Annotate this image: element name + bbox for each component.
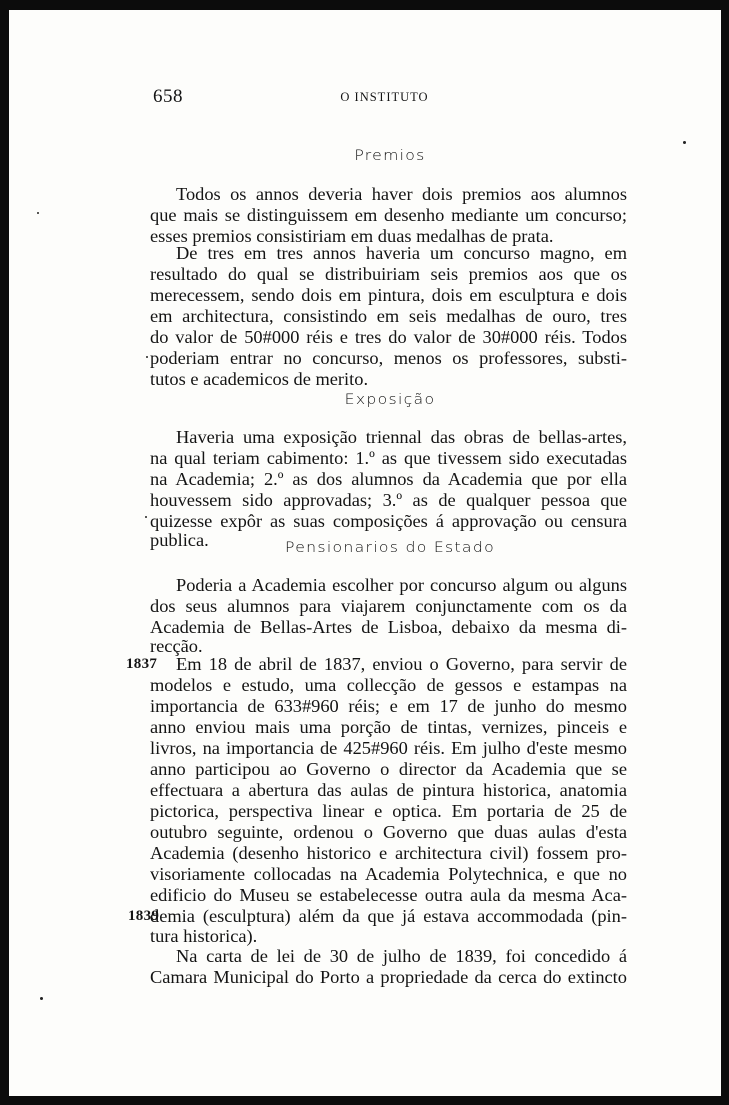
text-line: Poderia a Academia escolher por concurso algum ou alguns [176,575,627,595]
section-heading-pensionarios: Pensionarios do Estado [285,540,495,556]
scan-speck [37,212,39,214]
text-line: merecessem, sendo dois em pintura, dois em esculptura e dois [150,285,627,305]
text-line: publica. [150,530,209,550]
text-line: demia (esculptura) além da que já estava accommodada (pin- [150,906,627,926]
text-line: edificio do Museu se estabelecesse outra aula da mesma Aca- [150,885,627,905]
text-line: na qual teriam cabimento: 1.º as que tivessem sido executadas [150,448,627,468]
text-line: Academia (desenho historico e architectura civil) fossem pro- [150,843,627,863]
section-heading-premios: Premios [354,148,426,164]
text-line: visoriamente collocadas na Academia Polytechnica, e que no [150,864,627,884]
running-head: O INSTITUTO [340,90,429,104]
scan-speck [145,516,147,518]
scan-speck [146,356,148,358]
text-line: effectuara a abertura das aulas de pintura historica, anatomia [150,780,627,800]
text-line: importancia de 633#960 réis; e em 17 de junho do mesmo [150,696,627,716]
scan-speck [40,997,43,1000]
text-line: Em 18 de abril de 1837, enviou o Governo, para servir de [176,654,627,674]
text-line: livros, na importancia de 425#960 réis. Em julho d'este mesmo [150,738,627,758]
text-line: quizesse expôr as suas composições á approvação ou censura [150,511,627,531]
text-line: em architectura, consistindo em seis medalhas de ouro, tres [150,306,627,326]
scan-speck [683,141,686,144]
text-line: recção. [150,636,203,656]
text-line: tutos e academicos de merito. [150,369,369,389]
text-line: tura historica). [150,926,258,946]
page-number: 658 [153,86,183,107]
text-line: pictorica, perspectiva linear e optica. Em portaria de 25 de [150,801,627,821]
text-line: que mais se distinguissem em desenho mediante um concurso; [150,205,627,225]
text-line: De tres em tres annos haveria um concurso magno, em [176,243,627,263]
margin-year-note: 1839 [128,908,160,924]
text-line: dos seus alumnos para viajarem conjunctamente com os da [150,596,627,616]
text-line: anno enviou mais uma porção de tintas, vernizes, pinceis e [150,717,627,737]
text-line: esses premios consistiriam em duas medalhas de prata. [150,226,554,246]
text-line: modelos e estudo, uma collecção de gessos e estampas na [150,675,627,695]
text-line: anno participou ao Governo o director da Academia que se [150,759,627,779]
text-line: poderiam entrar no concurso, menos os professores, substi- [150,348,627,368]
text-line: Na carta de lei de 30 de julho de 1839, foi concedido á [176,946,627,966]
text-line: Todos os annos deveria haver dois premios aos alumnos [176,184,627,204]
text-line: do valor de 50#000 réis e tres do valor de 30#000 réis. Todos [150,327,627,347]
text-line: outubro seguinte, ordenou o Governo que duas aulas d'esta [150,822,627,842]
text-line: houvessem sido approvadas; 3.º as de qualquer pessoa que [150,490,627,510]
text-line: Camara Municipal do Porto a propriedade da cerca do extincto [150,967,627,987]
text-line: resultado do qual se distribuiriam seis premios aos que os [150,264,627,284]
text-line: Academia de Bellas-Artes de Lisboa, debaixo da mesma di- [150,617,627,637]
margin-year-note: 1837 [126,656,158,672]
text-line: na Academia; 2.º as dos alumnos da Academia que por ella [150,469,627,489]
section-heading-exposicao: Exposição [344,392,436,408]
text-line: Haveria uma exposição triennal das obras de bellas-artes, [176,427,627,447]
